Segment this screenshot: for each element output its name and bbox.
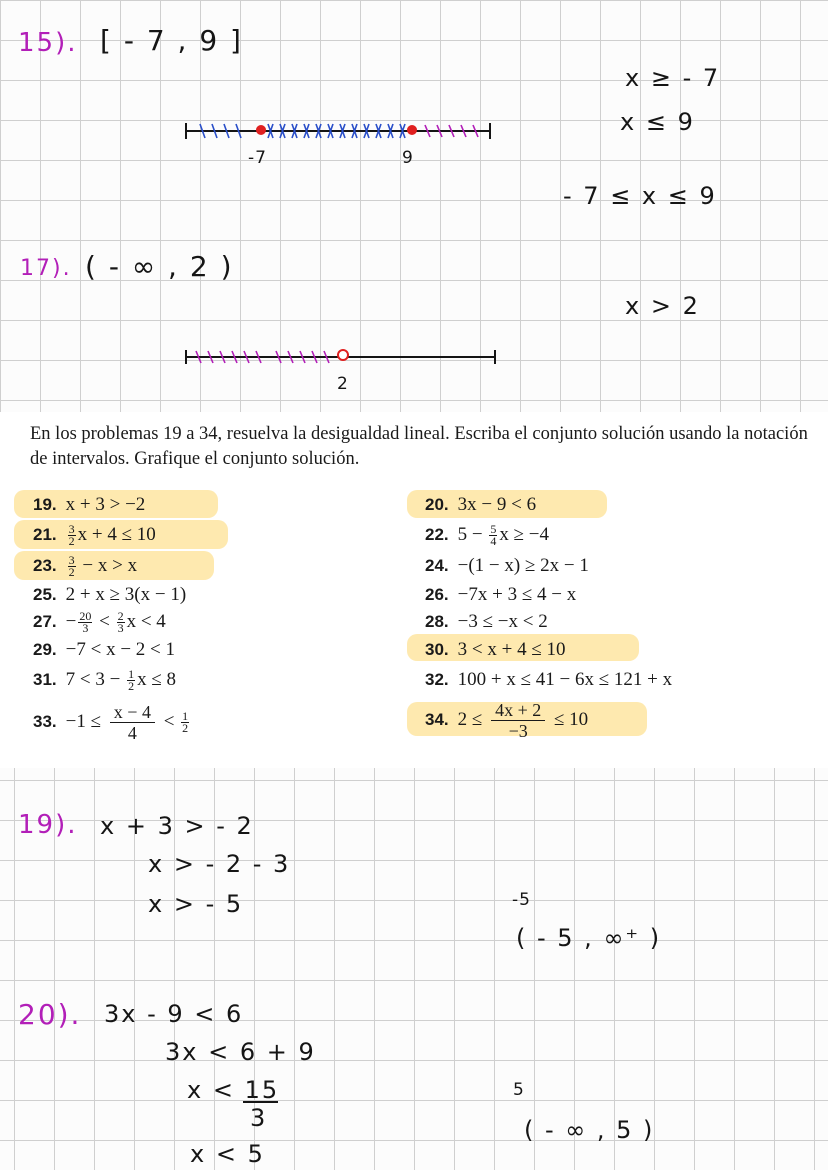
number-line-15 [186, 123, 490, 139]
problem-17-answer: ( - ∞ , 2 ) [85, 250, 234, 283]
problem-20-denominator: 3 [250, 1104, 268, 1132]
problem-31: 31. 7 < 3 − $\frac{1}{2}$ x ≤ 8 [33, 667, 177, 694]
problem-15-step-2: x ≤ 9 [620, 108, 695, 136]
problem-20-step-4: x < 5 [190, 1140, 265, 1168]
problem-15-tick-left: -7 [248, 148, 267, 168]
problem-15-step-3: - 7 ≤ x ≤ 9 [563, 182, 717, 210]
number-line-17 [186, 350, 495, 364]
problem-17-tick: 2 [337, 374, 349, 394]
problem-17-step-1: x > 2 [625, 292, 700, 320]
problem-23: 23. $\frac{3}{2}$ − x > x [33, 553, 138, 580]
textbook-excerpt [0, 412, 828, 768]
problem-28: 28. −3 ≤ −x < 2 [425, 611, 548, 632]
problem-20-tick: 5 [513, 1080, 525, 1100]
problem-30: 30. 3 < x + 4 ≤ 10 [425, 639, 566, 660]
problem-19-step-2: x > - 2 - 3 [148, 850, 291, 878]
problem-20-step-3: x < 15 [187, 1076, 280, 1104]
problem-20-interval: ( - ∞ , 5 ) [524, 1116, 655, 1144]
problem-15-step-1: x ≥ - 7 [625, 64, 721, 92]
problem-21: 21. $\frac{3}{2}$ x + 4 ≤ 10 [33, 522, 156, 549]
problem-19-step-1: x + 3 > - 2 [100, 812, 254, 840]
problem-19-step-3: x > - 5 [148, 890, 244, 918]
problem-26: 26. −7x + 3 ≤ 4 − x [425, 584, 577, 605]
problem-33: 33. −1 ≤ $\frac{x - 4}{4}$ < $\frac{1}{2}$ [33, 702, 189, 744]
problem-19: 19. x + 3 > −2 [33, 494, 146, 515]
problem-20: 20. 3x − 9 < 6 [425, 494, 537, 515]
problem-15-answer: [ - 7 , 9 ] [100, 24, 243, 57]
problem-20-label: 20). [18, 998, 82, 1031]
problem-15-tick-right: 9 [402, 148, 414, 168]
problem-20-step-2: 3x < 6 + 9 [165, 1038, 316, 1066]
problem-29: 29. −7 < x − 2 < 1 [33, 639, 176, 660]
problem-24: 24. −(1 − x) ≥ 2x − 1 [425, 555, 589, 576]
instructions-text: En los problemas 19 a 34, resuelva la desigualdad lineal. Escriba el conjunto solución usando la notación de intervalos. Grafique el conjunto solución. [30, 424, 808, 469]
problem-15-label: 15). [18, 28, 78, 58]
problem-32: 32. 100 + x ≤ 41 − 6x ≤ 121 + x [425, 669, 673, 690]
problem-19-interval: ( - 5 , ∞⁺ ) [516, 924, 662, 952]
problem-22: 22. 5 − $\frac{5}{4}$ x ≥ −4 [425, 522, 550, 549]
problem-34: 34. 2 ≤ $\frac{4x + 2}{-3}$ ≤ 10 [425, 700, 589, 742]
problem-17-label: 17). [20, 256, 72, 281]
problem-20-step-1: 3x - 9 < 6 [104, 1000, 244, 1028]
problem-27: 27. − $\frac{20}{3}$ < $\frac{2}{3}$ x < 4 [33, 609, 166, 636]
problem-25: 25. 2 + x ≥ 3(x − 1) [33, 584, 187, 605]
problem-19-label: 19). [18, 810, 78, 840]
problem-19-tick: -5 [512, 890, 531, 910]
